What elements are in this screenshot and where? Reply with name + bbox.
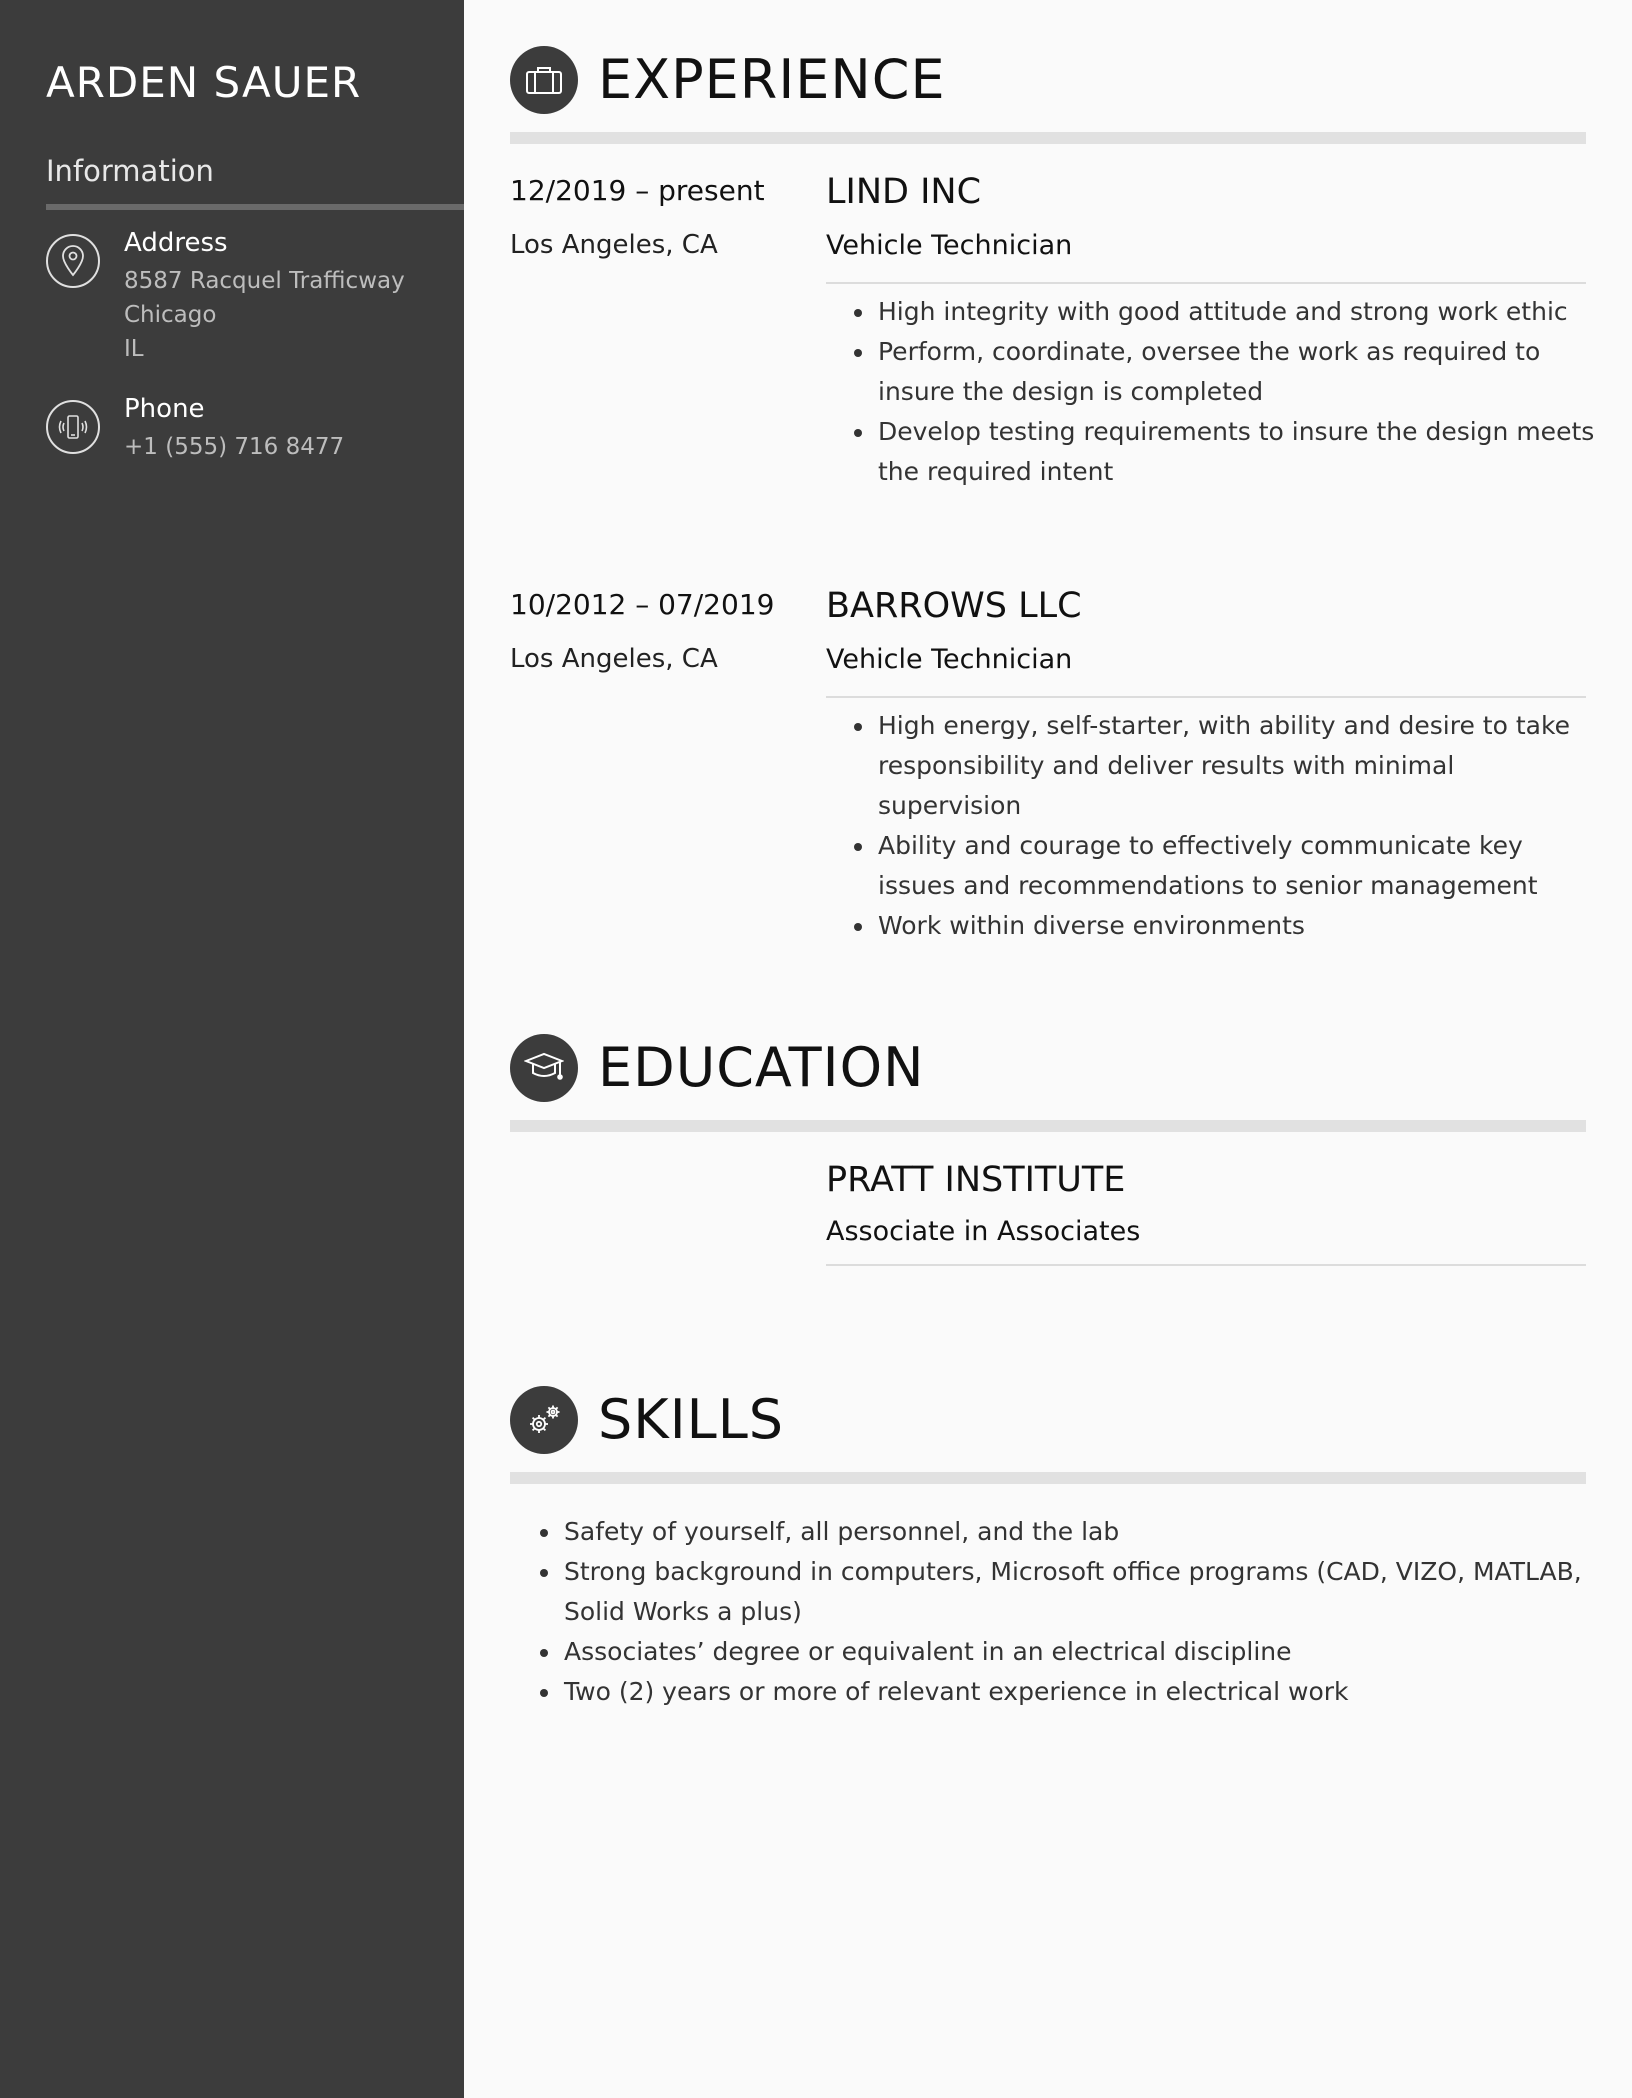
- education-school: PRATT INSTITUTE: [826, 1160, 1126, 1200]
- briefcase-icon: [510, 46, 578, 114]
- address-label: Address: [124, 228, 228, 258]
- job-location: Los Angeles, CA: [510, 644, 718, 674]
- job-role: Vehicle Technician: [826, 644, 1073, 675]
- job-bullet: • Develop testing requirements to insure the design meets the required intent: [876, 412, 1596, 492]
- skill-item: • Associates’ degree or equivalent in an electrical discipline: [562, 1632, 1602, 1672]
- skill-item: • Safety of yourself, all personnel, and the lab: [562, 1512, 1602, 1552]
- sidebar: [0, 0, 464, 2098]
- gears-icon: [510, 1386, 578, 1454]
- education-rule: [826, 1264, 1586, 1266]
- skill-item: • Strong background in computers, Microsoft office programs (CAD, VIZO, MATLAB, Solid Works a plus): [562, 1552, 1602, 1632]
- education-title: EDUCATION: [598, 1036, 925, 1099]
- information-heading: Information: [46, 154, 214, 188]
- education-degree: Associate in Associates: [826, 1216, 1141, 1247]
- job-bullets: [848, 292, 1596, 492]
- address-line: Chicago: [124, 302, 217, 328]
- job-dates: 12/2019 – present: [510, 174, 765, 207]
- phone-number: +1 (555) 716 8477: [124, 434, 345, 460]
- skills-list: [534, 1512, 1602, 1712]
- phone-icon: [46, 400, 100, 454]
- candidate-name: ARDEN SAUER: [46, 58, 362, 107]
- skills-divider: [510, 1472, 1586, 1484]
- experience-title: EXPERIENCE: [598, 48, 946, 111]
- job-bullet: • Ability and courage to effectively communicate key issues and recommendations to senior management: [876, 826, 1596, 906]
- experience-divider: [510, 132, 1586, 144]
- phone-label: Phone: [124, 394, 205, 424]
- main-content: [510, 0, 1595, 2098]
- education-divider: [510, 1120, 1586, 1132]
- job-divider: [826, 282, 1586, 284]
- job-role: Vehicle Technician: [826, 230, 1073, 261]
- job-dates: 10/2012 – 07/2019: [510, 588, 775, 621]
- job-bullets: [848, 706, 1596, 946]
- job-location: Los Angeles, CA: [510, 230, 718, 260]
- job-bullet: • High energy, self-starter, with ability and desire to take responsibility and deliver results with minimal supervision: [876, 706, 1596, 826]
- job-company: BARROWS LLC: [826, 586, 1082, 626]
- job-bullet: • Work within diverse environments: [876, 906, 1596, 946]
- information-divider: [46, 204, 464, 210]
- skill-item: • Two (2) years or more of relevant experience in electrical work: [562, 1672, 1602, 1712]
- job-bullet: • Perform, coordinate, oversee the work as required to insure the design is completed: [876, 332, 1596, 412]
- address-line: IL: [124, 336, 144, 362]
- job-company: LIND INC: [826, 172, 982, 212]
- address-line: 8587 Racquel Trafficway: [124, 268, 405, 294]
- location-pin-icon: [46, 234, 100, 288]
- job-bullet: • High integrity with good attitude and strong work ethic: [876, 292, 1596, 332]
- job-divider: [826, 696, 1586, 698]
- skills-title: SKILLS: [598, 1388, 785, 1451]
- graduation-cap-icon: [510, 1034, 578, 1102]
